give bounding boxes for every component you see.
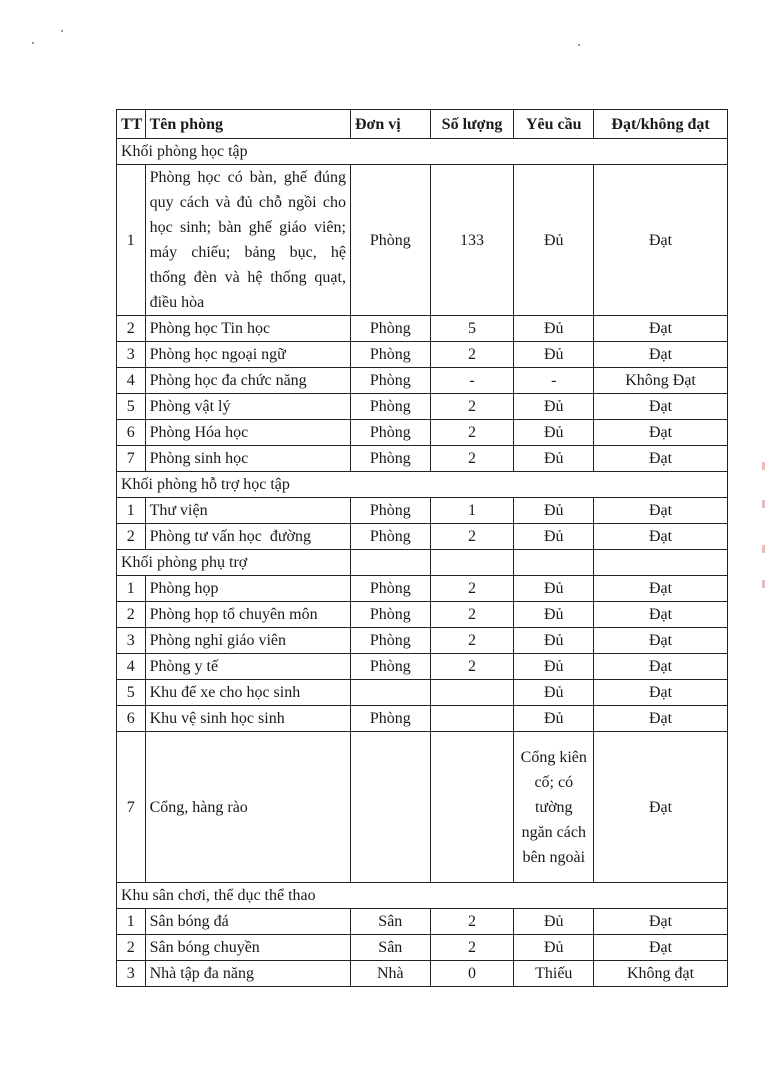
scan-speck — [578, 44, 580, 46]
table-row — [117, 909, 728, 935]
table-row — [117, 680, 728, 706]
cell-result: Đạt — [594, 602, 728, 628]
cell-result: Đạt — [594, 706, 728, 732]
cell-requirement: Đủ — [514, 498, 594, 524]
cell-quantity: 2 — [430, 654, 514, 680]
cell-name: Khu vệ sinh học sinh — [145, 706, 350, 732]
cell-tt: 2 — [117, 316, 146, 342]
section-title: Khu sân chơi, thể dục thể thao — [117, 883, 728, 909]
cell-tt: 4 — [117, 654, 146, 680]
scan-speck — [32, 42, 34, 44]
cell-unit: Phòng — [350, 602, 430, 628]
cell-quantity: 1 — [430, 498, 514, 524]
cell-unit: Phòng — [350, 394, 430, 420]
cell-result: Đạt — [594, 935, 728, 961]
table-header-row — [117, 110, 728, 139]
scan-speck — [61, 30, 63, 32]
cell-quantity: 2 — [430, 909, 514, 935]
cell-quantity: 2 — [430, 342, 514, 368]
table-row — [117, 654, 728, 680]
cell-name: Phòng học Tin học — [145, 316, 350, 342]
table-row — [117, 394, 728, 420]
cell-tt: 3 — [117, 961, 146, 987]
header-tt: TT — [117, 110, 146, 139]
cell-unit: Phòng — [350, 654, 430, 680]
table-row — [117, 524, 728, 550]
cell-result: Đạt — [594, 732, 728, 883]
cell-quantity: 2 — [430, 420, 514, 446]
table-row — [117, 420, 728, 446]
cell-requirement: Đủ — [514, 628, 594, 654]
cell-requirement: Đủ — [514, 446, 594, 472]
cell-requirement: Đủ — [514, 420, 594, 446]
cell-name: Phòng tư vấn học đường — [145, 524, 350, 550]
cell-result: Đạt — [594, 654, 728, 680]
cell-result: Đạt — [594, 498, 728, 524]
cell-unit: Sân — [350, 935, 430, 961]
cell-name: Phòng nghỉ giáo viên — [145, 628, 350, 654]
cell-tt: 1 — [117, 165, 146, 316]
cell-unit: Phòng — [350, 368, 430, 394]
header-name: Tên phòng — [145, 110, 350, 139]
empty-cell — [594, 550, 728, 576]
table-row — [117, 732, 728, 883]
cell-result: Đạt — [594, 680, 728, 706]
table-row — [117, 935, 728, 961]
header-result: Đạt/không đạt — [594, 110, 728, 139]
cell-tt: 2 — [117, 602, 146, 628]
cell-requirement: Đủ — [514, 909, 594, 935]
cell-name: Nhà tập đa năng — [145, 961, 350, 987]
cell-result: Đạt — [594, 316, 728, 342]
cell-requirement: Đủ — [514, 706, 594, 732]
cell-result: Không Đạt — [594, 368, 728, 394]
cell-quantity — [430, 732, 514, 883]
cell-requirement: Đủ — [514, 165, 594, 316]
cell-name: Phòng học có bàn, ghế đúng quy cách và đủ chỗ ngồi cho học sinh; bàn ghế giáo viên; máy chiếu; bảng bục, hệ thống đèn và hệ thống quạt, điều hòa — [145, 165, 350, 316]
scan-margin-mark — [762, 500, 765, 508]
cell-unit: Phòng — [350, 576, 430, 602]
cell-quantity: - — [430, 368, 514, 394]
cell-tt: 4 — [117, 368, 146, 394]
table-row — [117, 628, 728, 654]
cell-tt: 6 — [117, 706, 146, 732]
cell-unit: Phòng — [350, 342, 430, 368]
cell-tt: 2 — [117, 935, 146, 961]
cell-quantity: 2 — [430, 576, 514, 602]
cell-unit — [350, 680, 430, 706]
cell-requirement: Đủ — [514, 524, 594, 550]
cell-tt: 1 — [117, 576, 146, 602]
table-row — [117, 342, 728, 368]
cell-requirement: Thiếu — [514, 961, 594, 987]
cell-name: Phòng y tế — [145, 654, 350, 680]
cell-requirement: Cổng kiên cố; có tường ngăn cách bên ngoài — [514, 732, 594, 883]
table-row — [117, 165, 728, 316]
cell-quantity: 2 — [430, 935, 514, 961]
cell-tt: 7 — [117, 732, 146, 883]
empty-cell — [514, 550, 594, 576]
cell-name: Sân bóng đá — [145, 909, 350, 935]
cell-tt: 5 — [117, 680, 146, 706]
empty-cell — [350, 550, 430, 576]
cell-result: Đạt — [594, 342, 728, 368]
cell-requirement: Đủ — [514, 680, 594, 706]
cell-requirement: Đủ — [514, 576, 594, 602]
cell-requirement: Đủ — [514, 935, 594, 961]
table-row — [117, 316, 728, 342]
section-title: Khối phòng học tập — [117, 139, 728, 165]
cell-tt: 1 — [117, 498, 146, 524]
cell-result: Đạt — [594, 446, 728, 472]
cell-name: Thư viện — [145, 498, 350, 524]
cell-tt: 5 — [117, 394, 146, 420]
cell-result: Không đạt — [594, 961, 728, 987]
header-unit: Đơn vị — [350, 110, 430, 139]
table-row — [117, 446, 728, 472]
table-row — [117, 368, 728, 394]
cell-unit: Phòng — [350, 524, 430, 550]
cell-result: Đạt — [594, 394, 728, 420]
cell-requirement: Đủ — [514, 602, 594, 628]
cell-name: Phòng họp — [145, 576, 350, 602]
cell-unit: Phòng — [350, 498, 430, 524]
table-row — [117, 498, 728, 524]
cell-requirement: Đủ — [514, 654, 594, 680]
cell-unit: Nhà — [350, 961, 430, 987]
table-row — [117, 961, 728, 987]
cell-quantity: 2 — [430, 628, 514, 654]
cell-requirement: - — [514, 368, 594, 394]
section-row — [117, 139, 728, 165]
header-quantity: Số lượng — [430, 110, 514, 139]
cell-result: Đạt — [594, 909, 728, 935]
cell-quantity — [430, 680, 514, 706]
cell-name: Phòng học đa chức năng — [145, 368, 350, 394]
cell-tt: 1 — [117, 909, 146, 935]
scan-margin-mark — [762, 545, 765, 553]
cell-quantity: 0 — [430, 961, 514, 987]
table-row — [117, 576, 728, 602]
cell-name: Phòng vật lý — [145, 394, 350, 420]
cell-result: Đạt — [594, 524, 728, 550]
cell-quantity: 5 — [430, 316, 514, 342]
cell-quantity: 2 — [430, 446, 514, 472]
cell-name: Phòng Hóa học — [145, 420, 350, 446]
cell-quantity: 2 — [430, 602, 514, 628]
section-row — [117, 883, 728, 909]
cell-unit: Sân — [350, 909, 430, 935]
cell-unit: Phòng — [350, 628, 430, 654]
cell-tt: 2 — [117, 524, 146, 550]
section-row — [117, 472, 728, 498]
cell-requirement: Đủ — [514, 394, 594, 420]
cell-result: Đạt — [594, 420, 728, 446]
scan-margin-mark — [762, 580, 765, 588]
cell-unit: Phòng — [350, 446, 430, 472]
scan-margin-mark — [762, 462, 765, 470]
cell-tt: 7 — [117, 446, 146, 472]
cell-name: Sân bóng chuyền — [145, 935, 350, 961]
cell-result: Đạt — [594, 576, 728, 602]
cell-tt: 6 — [117, 420, 146, 446]
cell-unit: Phòng — [350, 706, 430, 732]
facilities-table — [116, 109, 728, 987]
cell-name: Phòng họp tổ chuyên môn — [145, 602, 350, 628]
cell-name: Cổng, hàng rào — [145, 732, 350, 883]
cell-quantity: 2 — [430, 524, 514, 550]
table-row — [117, 602, 728, 628]
table-row — [117, 706, 728, 732]
cell-name: Phòng sinh học — [145, 446, 350, 472]
cell-name: Khu để xe cho học sinh — [145, 680, 350, 706]
cell-requirement: Đủ — [514, 316, 594, 342]
cell-name: Phòng học ngoại ngữ — [145, 342, 350, 368]
cell-quantity — [430, 706, 514, 732]
cell-tt: 3 — [117, 342, 146, 368]
cell-quantity: 2 — [430, 394, 514, 420]
section-title: Khối phòng hỗ trợ học tập — [117, 472, 728, 498]
cell-requirement: Đủ — [514, 342, 594, 368]
section-row — [117, 550, 728, 576]
cell-unit: Phòng — [350, 165, 430, 316]
cell-quantity: 133 — [430, 165, 514, 316]
section-title: Khối phòng phụ trợ — [117, 550, 351, 576]
cell-unit: Phòng — [350, 420, 430, 446]
header-requirement: Yêu cầu — [514, 110, 594, 139]
cell-unit — [350, 732, 430, 883]
cell-result: Đạt — [594, 628, 728, 654]
cell-result: Đạt — [594, 165, 728, 316]
empty-cell — [430, 550, 514, 576]
cell-unit: Phòng — [350, 316, 430, 342]
cell-tt: 3 — [117, 628, 146, 654]
